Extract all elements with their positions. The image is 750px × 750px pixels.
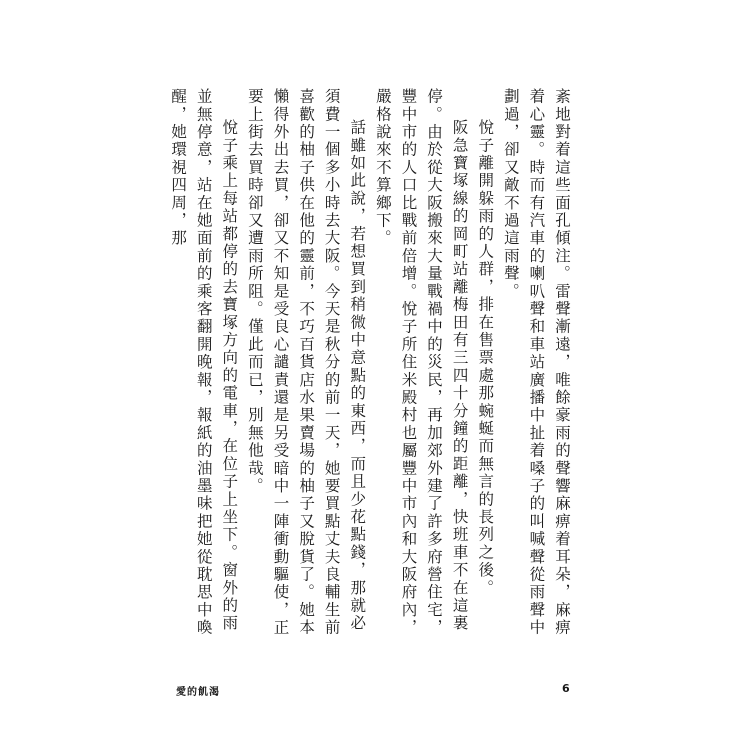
paragraph-3: 阪急寶塚線的岡町站離梅田有三四十分鐘的距離，快班車不在這裏停。由於從大阪搬來大量戰禍中的災民，再加郊外建了許多府營住宅，豐中市的人口比戰前倍增。悅子所住米殿村也屬豐中市內和大阪府內，嚴格說來不算鄉下。 (373, 88, 469, 637)
paragraph-2: 悅子離開躲雨的人群，排在售票處那蜿蜒而無言的長列之後。 (476, 119, 495, 597)
paragraph-1: 紊地對着這些面孔傾注。雷聲漸遠，唯餘豪雨的聲響麻痹着耳朵，麻痹着心靈。時而有汽車的喇叭聲和車站廣播中扯着嗓子的叫喊聲從雨聲中劃過，卻又敵不過這雨聲。 (501, 88, 571, 637)
paragraph-4: 話雖如此說，若想買到稍微中意點的東西，而且少花點錢，那就必須費一個多小時去大阪。今天是秋分的前一天，她要買點丈夫良輔生前喜歡的柚子供在他的靈前，不巧百貨店水果賣場的柚子又脫貨了。她本懶得外出去買，卻又不知是受良心譴責還是另受暗中一陣衝動驅使，正要上街去買時卻又遭雨所阻。僅此而已，別無他哉。 (245, 88, 367, 637)
vertical-text-body (154, 88, 574, 648)
footer-page-number: 6 (562, 682, 570, 695)
paragraph-5: 悅子乘上每站都停的去寶塚方向的電車，在位子上坐下。窗外的雨並無停意，站在她面前的乘客翻開晚報，報紙的油墨味把她從耽思中喚醒，她環視四周，那 (169, 88, 239, 637)
footer-book-title: 愛的飢渴 (176, 687, 220, 698)
